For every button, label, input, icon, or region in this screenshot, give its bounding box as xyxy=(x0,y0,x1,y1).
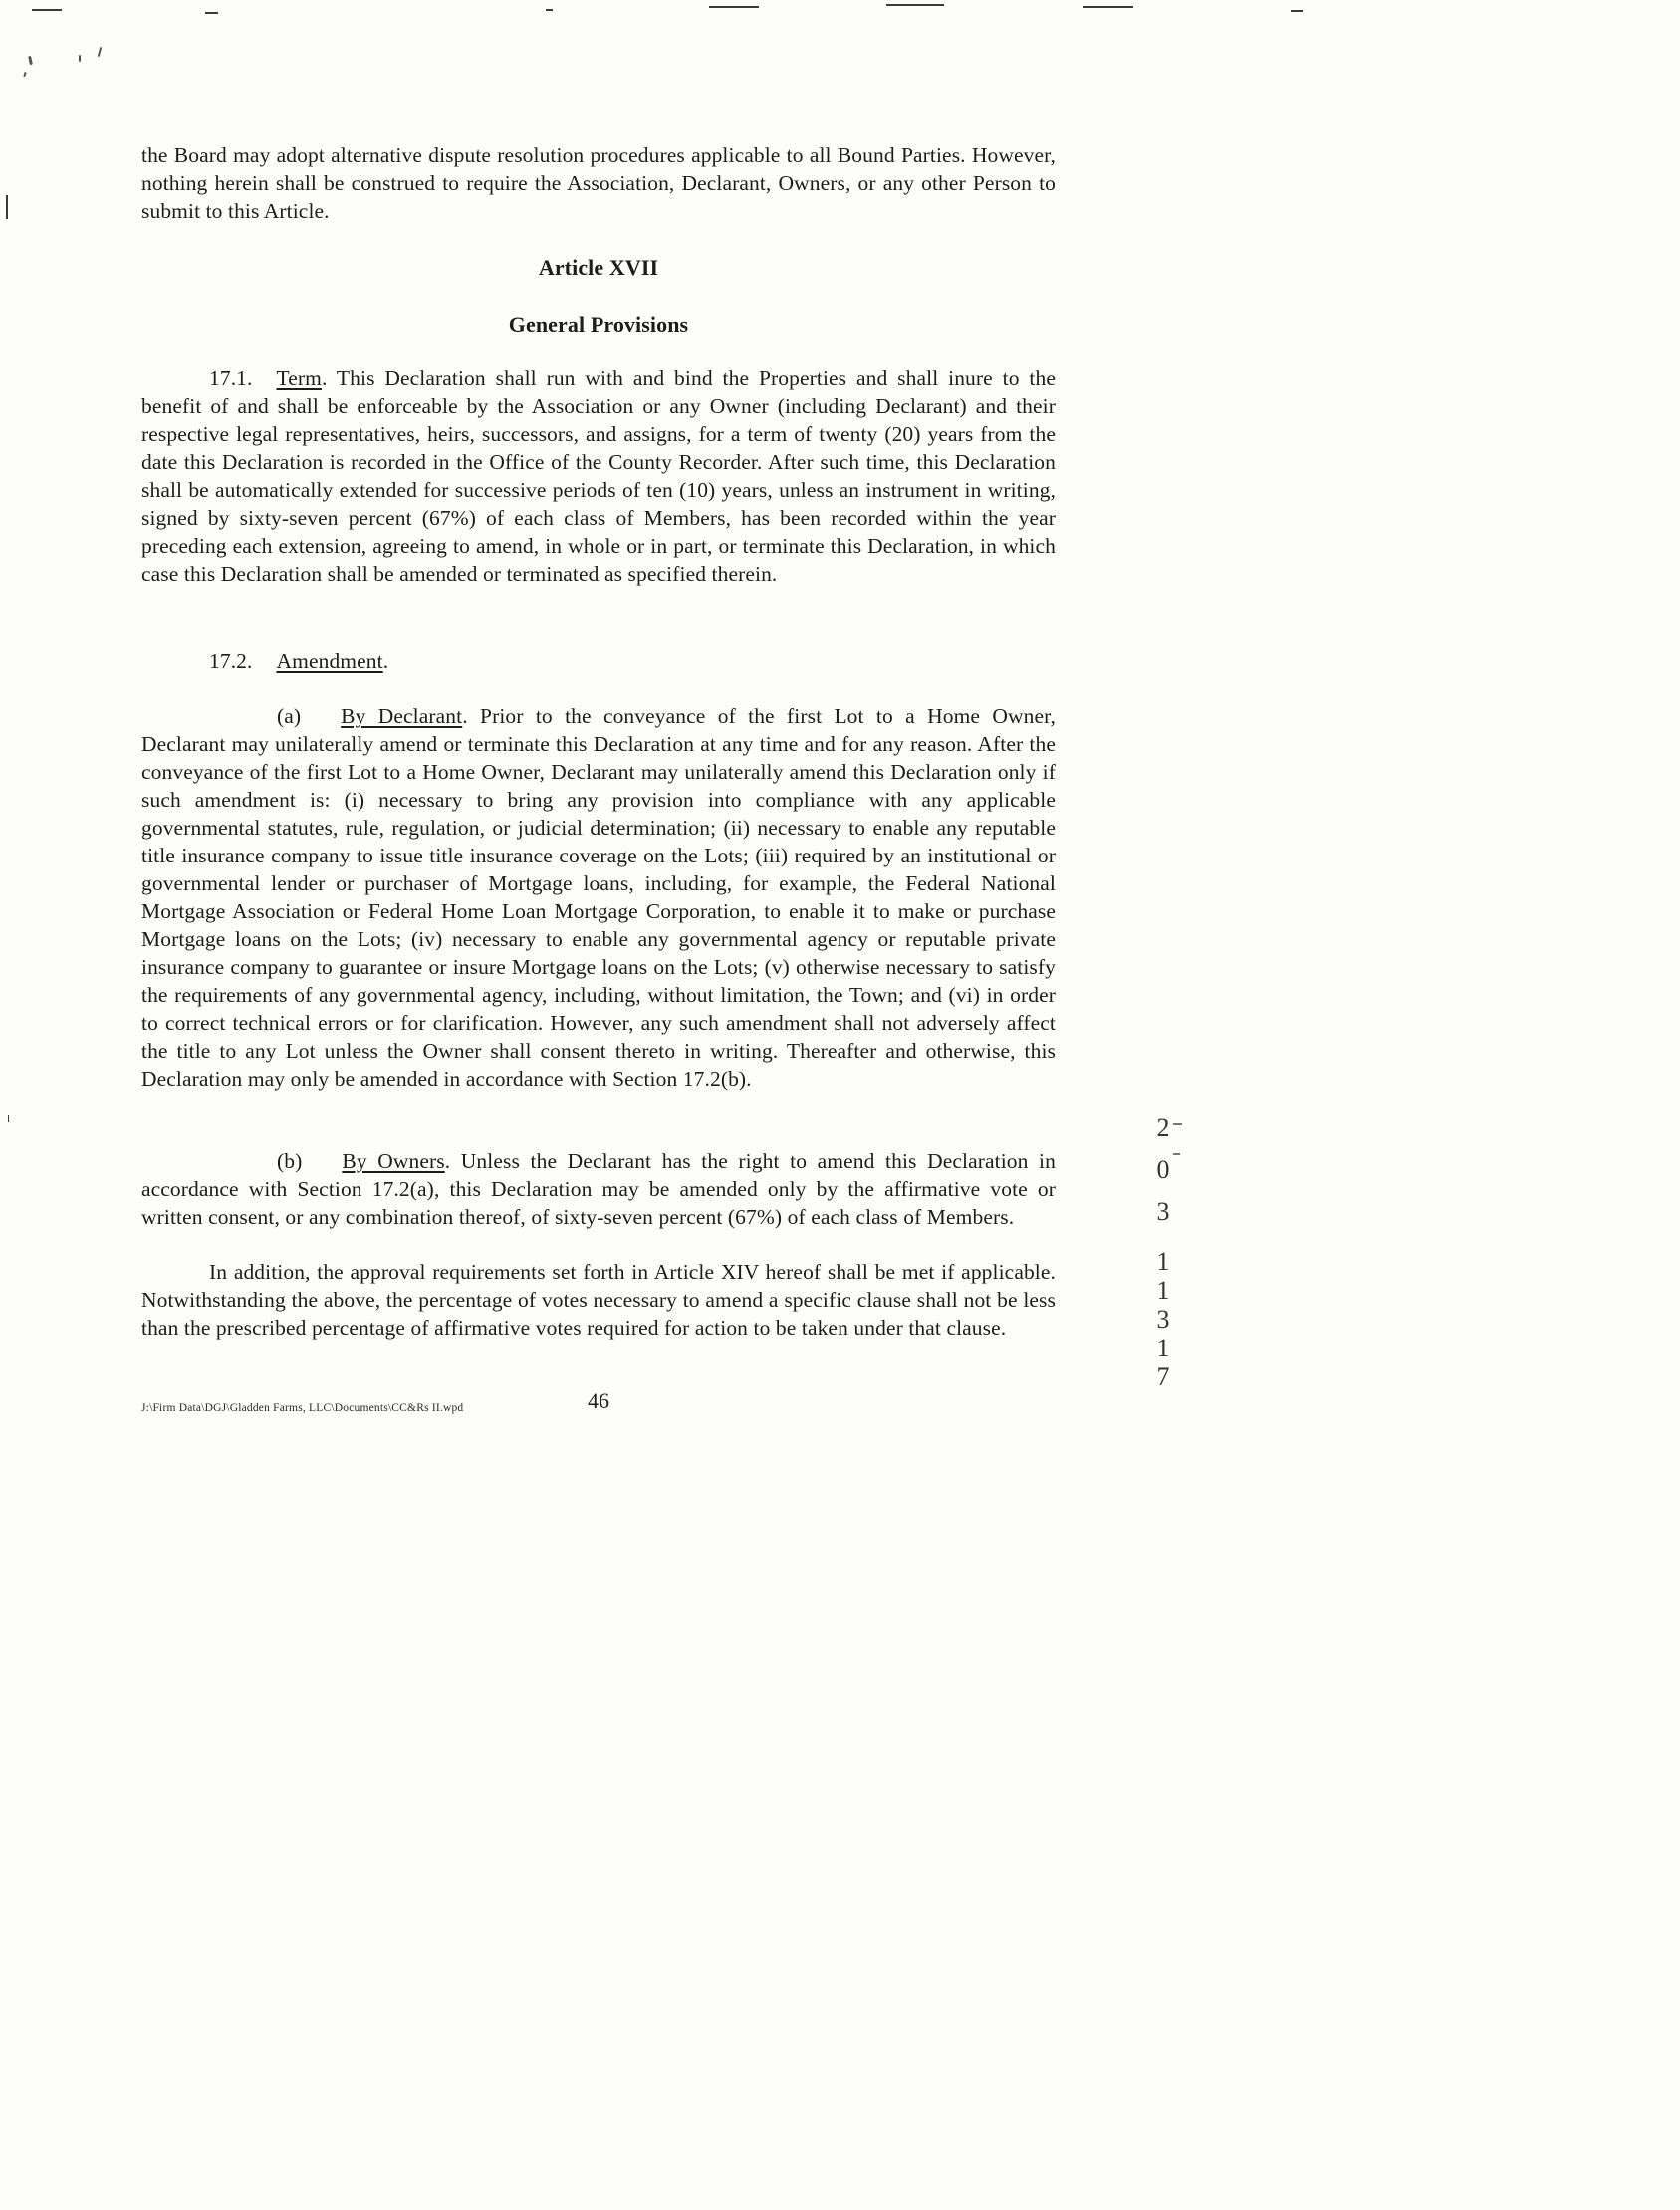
stamp-digit: 3 xyxy=(1156,1197,1170,1226)
scan-artifact xyxy=(79,55,81,62)
recording-stamp xyxy=(1141,1107,1185,1391)
scan-artifact xyxy=(6,195,8,219)
scan-artifact xyxy=(28,56,33,65)
underlined-heading: Term xyxy=(276,367,322,390)
article-heading: Article XVII xyxy=(538,255,659,280)
subsection-17-2-b xyxy=(141,1147,1056,1231)
article-subtitle: General Provisions xyxy=(508,312,689,337)
scan-artifact xyxy=(32,9,62,11)
scan-artifact xyxy=(1173,1153,1180,1155)
stamp-digit: 2 xyxy=(1156,1113,1170,1142)
scan-artifact xyxy=(886,4,944,6)
stamp-digit: 1 xyxy=(1156,1276,1170,1305)
section-body: . This Declaration shall run with and bind the Properties and shall inure to the benefit of and shall be enforceable by the Association or any Owner (including Declarant) and their respective legal representatives, heirs, successors, and assigns, for a term of twenty (20) years from the date this Declaration is recorded in the Office of the County Recorder. After such time, this Declaration shall be automatically extended for successive periods of ten (10) years, unless an instrument in writing, signed by sixty-seven percent (67%) of each class of Members, has been recorded within the year preceding each extension, agreeing to amend, in whole or in part, or terminate this Declaration, in which case this Declaration shall be amended or terminated as specified therein. xyxy=(141,367,1056,586)
scan-artifact xyxy=(546,9,553,11)
footer-file-path: J:\Firm Data\DGJ\Gladden Farms, LLC\Documents\CC&Rs II.wpd xyxy=(141,1402,464,1414)
stamp-digit: 7 xyxy=(1156,1362,1170,1391)
section-body: . Unless the Declarant has the right to amend this Declaration in accordance with Section 17.2(a), this Declaration may be amended only by the affirmative vote or written consent, or any combination thereof, of sixty-seven percent (67%) of each class of Members. xyxy=(141,1149,1056,1229)
scan-artifact xyxy=(1083,6,1133,8)
paragraph-continuation xyxy=(141,141,1056,225)
scan-artifact xyxy=(709,6,759,8)
scan-artifact xyxy=(1173,1123,1182,1125)
section-17-2 xyxy=(141,647,1056,675)
underlined-heading: Amendment xyxy=(276,649,383,673)
stamp-digit: 0 xyxy=(1156,1155,1170,1184)
stamp-digit: 1 xyxy=(1156,1334,1170,1362)
stamp-number-group xyxy=(1141,1247,1185,1391)
section-number: (a) xyxy=(277,704,302,728)
section-number: 17.1. xyxy=(209,367,253,390)
scan-artifact xyxy=(1291,10,1303,12)
paragraph-text: the Board may adopt alternative dispute resolution procedures applicable to all Bound Parties. However, nothing herein shall be construed to require the Association, Declarant, Owners, or any other Person to submit to this Article. xyxy=(141,143,1056,223)
section-17-1 xyxy=(141,365,1056,588)
stamp-digit: 1 xyxy=(1156,1247,1170,1276)
underlined-heading: By Declarant xyxy=(341,704,463,728)
section-body: . Prior to the conveyance of the first Lot to a Home Owner, Declarant may unilaterally amend or terminate this Declaration at any time and for any reason. After the conveyance of the first Lot to a Home Owner, Declarant may unilaterally amend this Declaration only if such amendment is: (i) necessary to bring any provision into compliance with any applicable governmental statutes, rule, regulation, or judicial determination; (ii) necessary to enable any reputable title insurance company to issue title insurance coverage on the Lots; (iii) required by an institutional or governmental lender or purchaser of Mortgage loans, including, for example, the Federal National Mortgage Association or Federal Home Loan Mortgage Corporation, to enable it to make or purchase Mortgage loans on the Lots; (iv) necessary to enable any governmental agency or reputable private insurance company to guarantee or insure Mortgage loans on the Lots; (v) otherwise necessary to satisfy the requirements of any governmental agency, including, without limitation, the Town; and (vi) in order to correct technical errors or for clarification. However, any such amendment shall not adversely affect the title to any Lot unless the Owner shall consent thereto in writing. Thereafter and otherwise, this Declaration may only be amended in accordance with Section 17.2(b). xyxy=(141,704,1056,1091)
subsection-17-2-a xyxy=(141,702,1056,1093)
stamp-number-group xyxy=(1141,1107,1185,1233)
scan-artifact xyxy=(8,1115,9,1122)
underlined-heading: By Owners xyxy=(342,1149,445,1173)
scan-artifact xyxy=(205,12,218,14)
section-number: (b) xyxy=(277,1149,303,1173)
closing-paragraph xyxy=(141,1258,1056,1342)
section-body: . xyxy=(382,649,389,673)
scan-artifact xyxy=(98,47,103,57)
scan-artifact xyxy=(23,72,27,77)
paragraph-text: In addition, the approval requirements set forth in Article XIV hereof shall be met if applicable. Notwithstanding the above, the percentage of votes necessary to amend a specific clause shall not be less than the prescribed percentage of affirmative votes required for action to be taken under that clause. xyxy=(141,1260,1056,1340)
page-number: 46 xyxy=(588,1388,609,1413)
stamp-digit: 3 xyxy=(1156,1305,1170,1334)
section-number: 17.2. xyxy=(209,649,253,673)
